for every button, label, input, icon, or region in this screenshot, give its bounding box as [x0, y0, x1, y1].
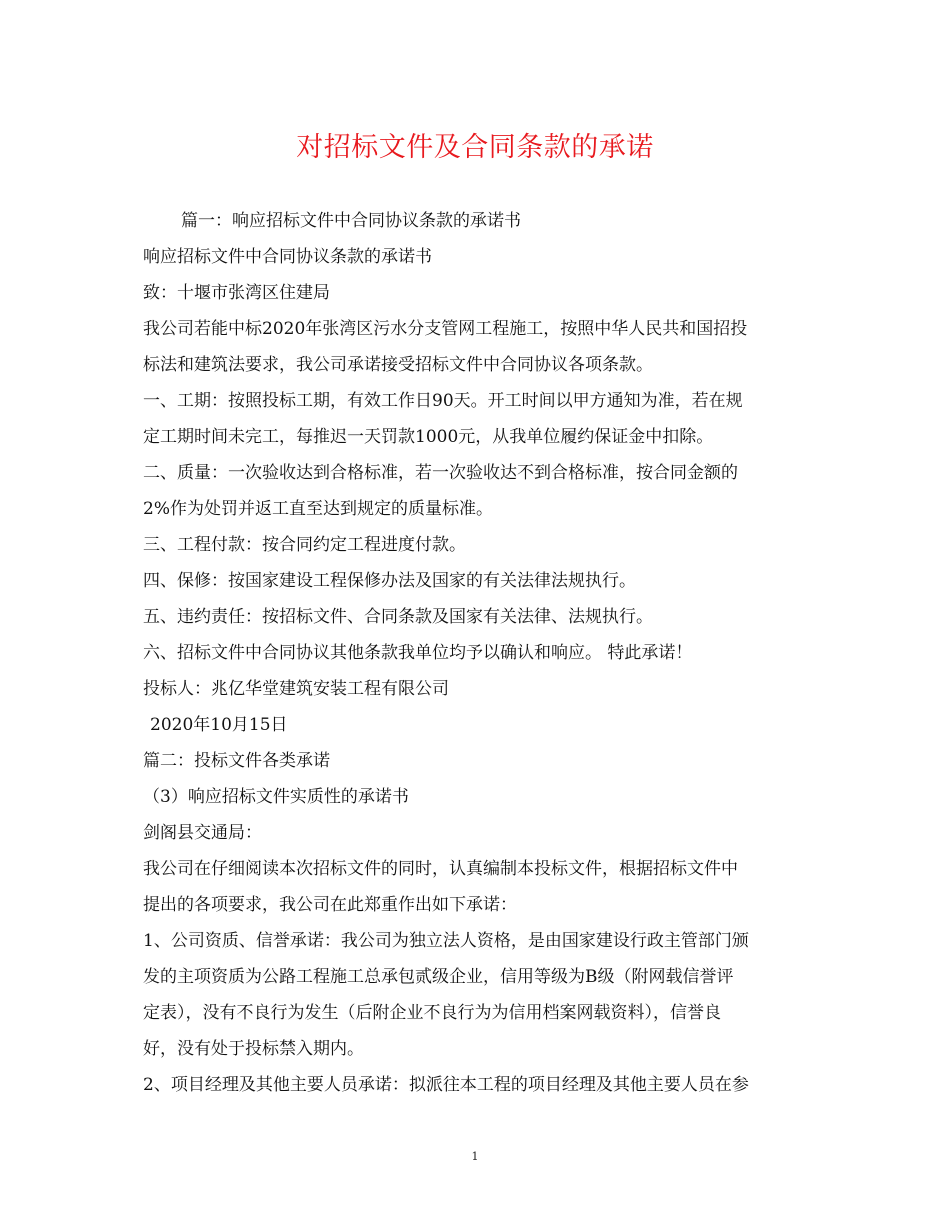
- clause-line: 五、违约责任：按招标文件、合同条款及国家有关法律、法规执行。: [143, 607, 653, 627]
- clause-line: 三、工程付款：按合同约定工程进度付款。: [143, 535, 466, 555]
- clause-line: 四、保修：按国家建设工程保修办法及国家的有关法律法规执行。: [143, 571, 636, 591]
- letter-date: 2020年10月15日: [150, 715, 288, 735]
- clause-line: 一、工期：按照投标工期，有效工作日90天。开工时间以甲方通知为准，若在规: [143, 391, 743, 411]
- section-heading-2: 篇二：投标文件各类承诺: [143, 751, 330, 771]
- clause-line: 好，没有处于投标禁入期内。: [143, 1039, 364, 1059]
- letter-title: （3）响应招标文件实质性的承诺书: [143, 787, 409, 807]
- letter-title: 响应招标文件中合同协议条款的承诺书: [143, 247, 432, 267]
- clause-line: 1、公司资质、信誉承诺：我公司为独立法人资格，是由国家建设行政主管部门颁: [143, 931, 749, 951]
- bidder-signature: 投标人：兆亿华堂建筑安装工程有限公司: [143, 679, 449, 699]
- document-body: [143, 203, 815, 1103]
- document-title: 对招标文件及合同条款的承诺: [296, 132, 654, 163]
- letter-recipient: 致：十堰市张湾区住建局: [143, 283, 330, 303]
- clause-line: 2、项目经理及其他主要人员承诺：拟派往本工程的项目经理及其他主要人员在参: [143, 1075, 749, 1095]
- clause-line: 二、质量：一次验收达到合格标准，若一次验收达不到合格标准，按合同金额的: [143, 463, 738, 483]
- page-number: 1: [471, 1150, 479, 1163]
- clause-line: 2%作为处罚并返工直至达到规定的质量标准。: [143, 499, 493, 519]
- paragraph-line: 提出的各项要求，我公司在此郑重作出如下承诺：: [143, 895, 517, 915]
- section-heading-1: 篇一：响应招标文件中合同协议条款的承诺书: [181, 211, 521, 231]
- clause-line: 发的主项资质为公路工程施工总承包贰级企业，信用等级为B级（附网载信誉评: [143, 967, 734, 987]
- letter-recipient: 剑阁县交通局：: [143, 823, 262, 843]
- clause-line: 六、招标文件中合同协议其他条款我单位均予以确认和响应。 特此承诺！: [143, 643, 693, 663]
- clause-line: 定工期时间未完工，每推迟一天罚款1000元，从我单位履约保证金中扣除。: [143, 427, 714, 447]
- paragraph-line: 我公司若能中标2020年张湾区污水分支管网工程施工，按照中华人民共和国招投: [143, 319, 748, 339]
- clause-line: 定表），没有不良行为发生（后附企业不良行为为信用档案网载资料），信誉良: [143, 1003, 721, 1023]
- paragraph-line: 我公司在仔细阅读本次招标文件的同时，认真编制本投标文件，根据招标文件中: [143, 859, 738, 879]
- paragraph-line: 标法和建筑法要求，我公司承诺接受招标文件中合同协议各项条款。: [143, 355, 653, 375]
